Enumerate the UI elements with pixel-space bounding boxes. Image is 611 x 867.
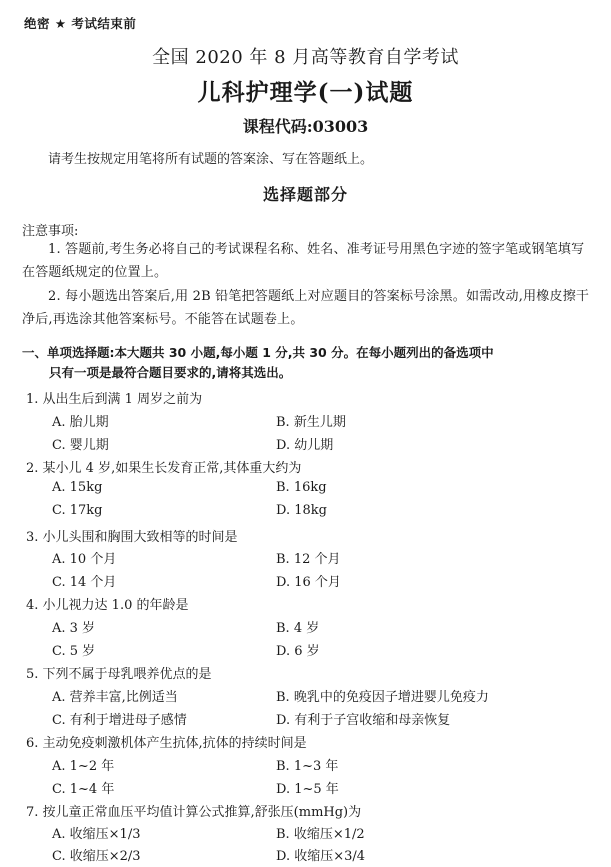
question-stem: 2. 某小儿 4 岁,如果生长发育正常,其体重大约为 bbox=[26, 461, 302, 476]
note-item: 2. 每小题选出答案后,用 2B 铅笔把答题纸上对应题目的答案标号涂黑。如需改动,用橡皮擦干净后,再选涂其他答案标号。不能答在试题卷上。 bbox=[22, 289, 590, 327]
secrecy-mark: 绝密 ★ 考试结束前 bbox=[24, 16, 137, 31]
option-a: A. 营养丰富,比例适当 bbox=[52, 690, 178, 705]
answer-instruction: 请考生按规定用笔将所有试题的答案涂、写在答题纸上。 bbox=[48, 152, 374, 167]
option-b: B. 12 个月 bbox=[276, 552, 341, 567]
option-c: C. 14 个月 bbox=[52, 575, 117, 590]
option-c: C. 5 岁 bbox=[52, 644, 96, 659]
section-heading: 一、单项选择题:本大题共 30 小题,每小题 1 分,共 30 分。在每小题列出的备选项中 bbox=[22, 345, 494, 360]
option-a: A. 15kg bbox=[52, 480, 103, 495]
option-d: D. 有利于子宫收缩和母亲恢复 bbox=[276, 713, 451, 728]
option-c: C. 有利于增进母子感情 bbox=[52, 713, 187, 728]
option-d: D. 18kg bbox=[276, 503, 327, 518]
option-c: C. 17kg bbox=[52, 503, 103, 518]
subject-title: 儿科护理学(一)试题 bbox=[197, 79, 414, 106]
option-d: D. 6 岁 bbox=[276, 644, 320, 659]
option-b: B. 16kg bbox=[276, 480, 327, 495]
exam-title: 全国 2020 年 8 月高等教育自学考试 bbox=[152, 47, 459, 68]
option-c: C. 婴儿期 bbox=[52, 438, 109, 453]
option-b: B. 新生儿期 bbox=[276, 415, 346, 430]
question-stem: 4. 小儿视力达 1.0 的年龄是 bbox=[26, 598, 189, 613]
option-c: C. 收缩压×2/3 bbox=[52, 849, 141, 864]
part-title: 选择题部分 bbox=[262, 185, 348, 204]
note-item: 1. 答题前,考生务必将自己的考试课程名称、姓名、准考证号用黑色字迹的签字笔或钢笔填写在答题纸规定的位置上。 bbox=[22, 242, 585, 280]
option-d: D. 16 个月 bbox=[276, 575, 341, 590]
option-d: D. 收缩压×3/4 bbox=[276, 849, 366, 864]
question-stem: 1. 从出生后到满 1 周岁之前为 bbox=[26, 392, 203, 407]
option-b: B. 晚乳中的免疫因子增进婴儿免疫力 bbox=[276, 690, 489, 705]
option-a: A. 胎儿期 bbox=[52, 415, 109, 430]
course-code: 课程代码:03003 bbox=[242, 117, 369, 136]
question-stem: 6. 主动免疫刺激机体产生抗体,抗体的持续时间是 bbox=[26, 736, 307, 751]
option-a: A. 1~2 年 bbox=[52, 759, 115, 774]
notes-heading: 注意事项: bbox=[22, 224, 79, 239]
question-stem: 3. 小儿头围和胸围大致相等的时间是 bbox=[26, 530, 238, 545]
question-stem: 7. 按儿童正常血压平均值计算公式推算,舒张压(mmHg)为 bbox=[26, 805, 362, 820]
option-d: D. 幼儿期 bbox=[276, 438, 334, 453]
option-a: A. 收缩压×1/3 bbox=[52, 827, 141, 842]
option-a: A. 3 岁 bbox=[52, 621, 96, 636]
option-c: C. 1~4 年 bbox=[52, 782, 115, 797]
option-b: B. 收缩压×1/2 bbox=[276, 827, 365, 842]
option-a: A. 10 个月 bbox=[52, 552, 117, 567]
question-stem: 5. 下列不属于母乳喂养优点的是 bbox=[26, 667, 212, 682]
option-d: D. 1~5 年 bbox=[276, 782, 339, 797]
option-b: B. 4 岁 bbox=[276, 621, 320, 636]
option-b: B. 1~3 年 bbox=[276, 759, 339, 774]
section-heading-cont: 只有一项是最符合题目要求的,请将其选出。 bbox=[49, 365, 292, 380]
